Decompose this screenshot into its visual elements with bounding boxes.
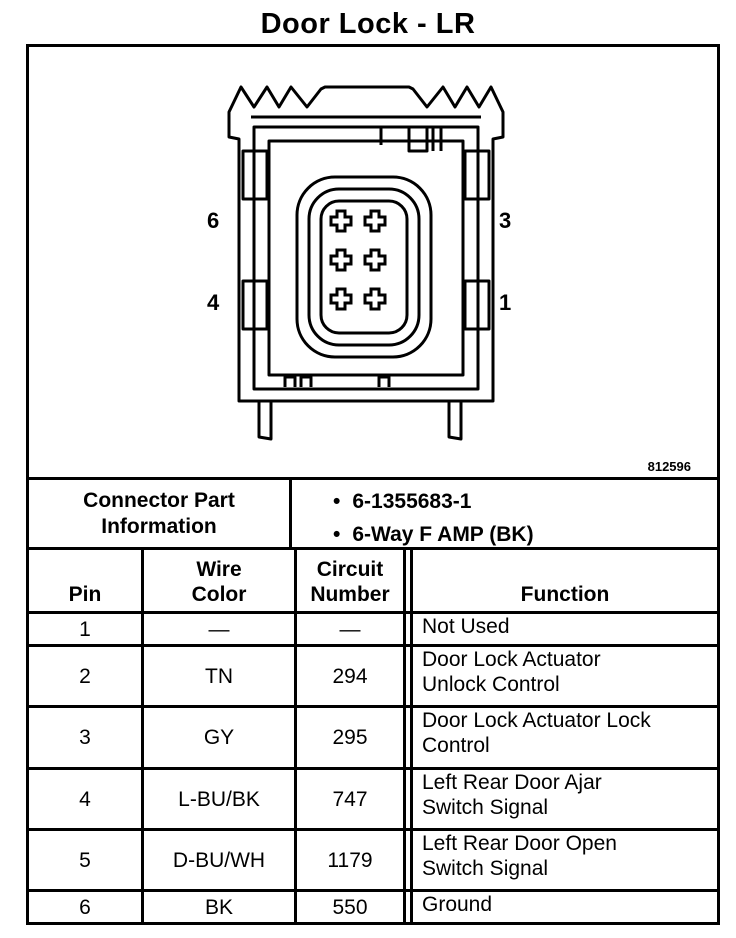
row-function-line: Control xyxy=(422,734,490,757)
pin-label-4: 4 xyxy=(207,290,220,315)
row-function xyxy=(413,614,717,644)
row-circuit: 1179 xyxy=(327,848,373,872)
row-function-line: Door Lock Actuator Lock xyxy=(422,709,651,732)
row-circuit: 294 xyxy=(332,664,368,688)
row-pin: 6 xyxy=(79,895,91,919)
row-function-line: Left Rear Door Open xyxy=(422,832,617,855)
row-circuit: 550 xyxy=(332,895,368,919)
row-pin: 5 xyxy=(79,848,91,872)
header-circuit-line: Number xyxy=(310,583,390,606)
row-wire-color: GY xyxy=(203,726,235,749)
header-circuit-number xyxy=(297,550,403,611)
page-title: Door Lock - LR xyxy=(260,8,476,40)
row-circuit: 295 xyxy=(332,726,368,749)
pin-label-6: 6 xyxy=(207,208,220,233)
row-function xyxy=(413,770,717,828)
pin-label-3: 3 xyxy=(499,208,512,233)
row-function-line: Switch Signal xyxy=(422,796,549,819)
connector-info-item: • 6-Way F AMP (BK) xyxy=(333,518,534,551)
header-circuit-line: Circuit xyxy=(316,558,384,581)
header-wire-line: Color xyxy=(191,583,247,606)
header-function: Function xyxy=(520,583,610,606)
row-wire-color: BK xyxy=(204,895,233,919)
row-wire-color: D-BU/WH xyxy=(172,848,266,872)
row-function xyxy=(413,892,717,922)
pin-label-1: 1 xyxy=(499,290,512,315)
row-circuit: 747 xyxy=(332,787,368,811)
row-wire-color: — xyxy=(208,617,230,641)
row-function-line: Left Rear Door Ajar xyxy=(422,771,602,794)
row-function-line: Unlock Control xyxy=(422,673,560,696)
connector-info-item: • 6-1355683-1 xyxy=(333,485,534,518)
row-circuit: — xyxy=(339,617,361,641)
row-function xyxy=(413,647,717,705)
row-pin: 4 xyxy=(79,787,91,811)
connector-diagram xyxy=(29,47,717,480)
row-function xyxy=(413,708,717,767)
row-wire-color: L-BU/BK xyxy=(178,787,260,811)
header-wire-color xyxy=(144,550,294,611)
divider xyxy=(403,547,406,925)
header-pin: Pin xyxy=(68,583,102,606)
connector-info-list xyxy=(333,485,534,551)
connector-info-label xyxy=(29,480,289,547)
row-function-line: Door Lock Actuator xyxy=(422,648,601,671)
connector-info-label-line: Information xyxy=(101,514,217,538)
row-function-line: Not Used xyxy=(422,615,510,638)
row-function-line: Switch Signal xyxy=(422,857,549,880)
connector-info-label-line: Connector Part xyxy=(83,488,235,512)
figure-number: 812596 xyxy=(647,459,691,474)
row-pin: 1 xyxy=(79,617,91,641)
row-pin: 2 xyxy=(79,664,91,688)
row-wire-color: TN xyxy=(205,664,233,688)
connector-sheet xyxy=(26,44,720,925)
row-function xyxy=(413,831,717,889)
divider xyxy=(289,477,292,550)
header-wire-line: Wire xyxy=(196,558,242,581)
row-function-line: Ground xyxy=(422,893,493,916)
row-pin: 3 xyxy=(79,726,91,749)
